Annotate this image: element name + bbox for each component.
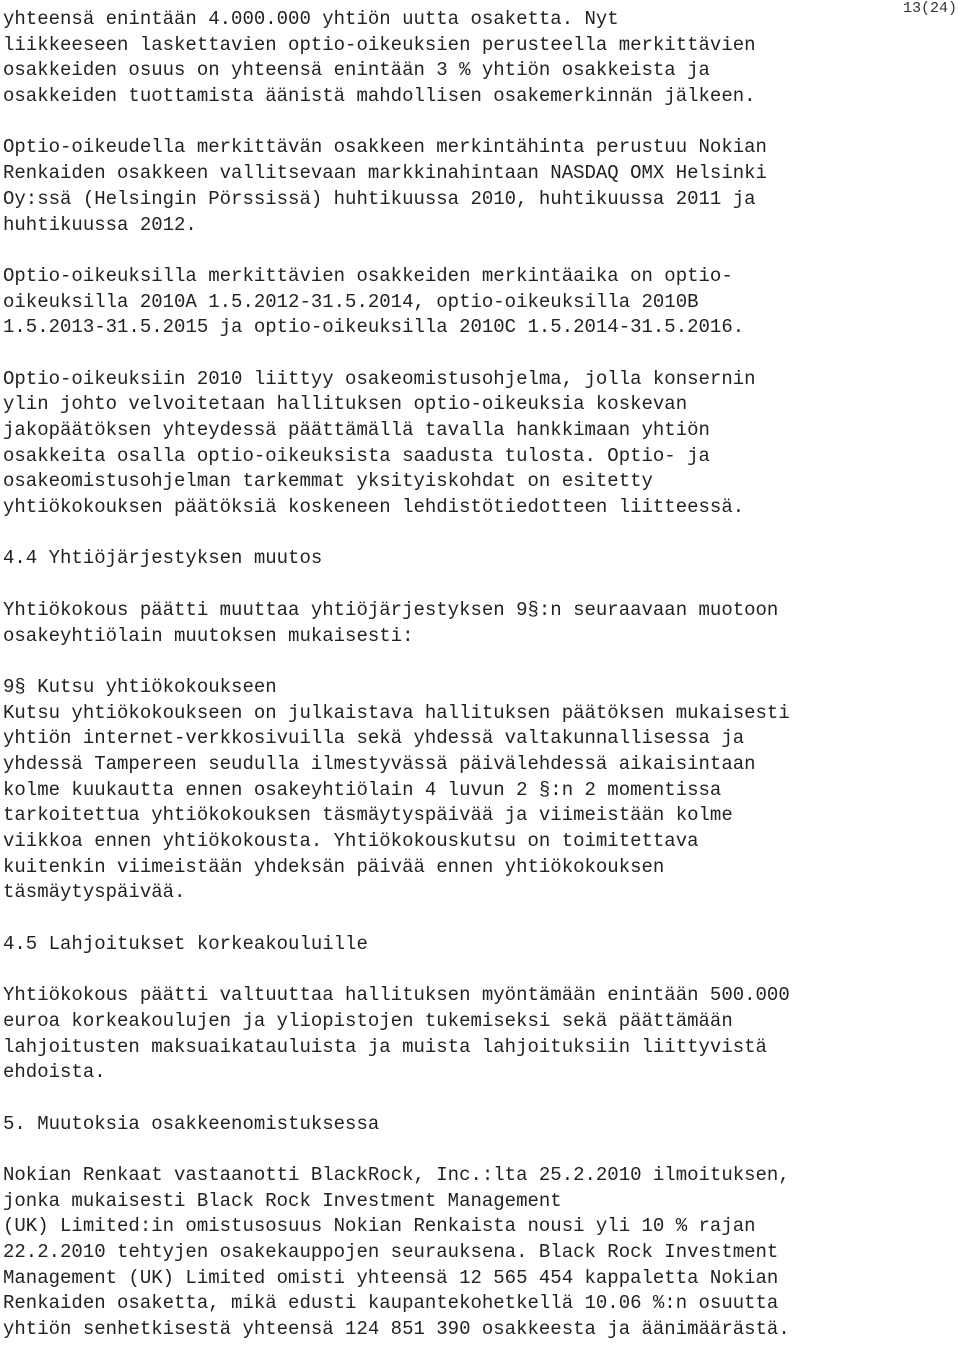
text-line: Renkaiden osaketta, mikä edusti kaupantekohetkellä 10.06 %:n osuutta xyxy=(3,1292,779,1315)
paragraph-spacer xyxy=(3,238,958,264)
paragraph-subscription-period xyxy=(3,264,958,341)
text-line: jonka mukaisesti Black Rock Investment Management xyxy=(3,1189,562,1212)
heading-text: 4.4 Yhtiöjärjestyksen muutos xyxy=(3,547,323,570)
text-line: yhtiön senhetkisestä yhteensä 124 851 390 osakkeesta ja äänimäärästä. xyxy=(3,1318,790,1341)
text-line: 22.2.2010 tehtyjen osakekauppojen seurauksena. Black Rock Investment xyxy=(3,1241,779,1263)
paragraph-share-limit xyxy=(3,7,958,110)
text-line: ylin johto velvoitetaan hallituksen optio-oikeuksia koskevan xyxy=(3,393,688,416)
text-line: osakkeiden osuus on yhteensä enintään 3 % yhtiön osakkeista ja xyxy=(3,59,710,82)
text-line: Kutsu yhtiökokoukseen on julkaistava hallituksen päätöksen mukaisesti xyxy=(3,701,790,724)
text-line: yhtiön internet-verkkosivuilla sekä yhdessä valtakunnallisessa ja xyxy=(3,727,745,750)
text-line: osakeomistusohjelman tarkemmat yksityiskohdat on esitetty xyxy=(3,470,653,493)
paragraph-spacer xyxy=(3,957,958,983)
paragraph-spacer xyxy=(3,110,958,136)
paragraph-spacer xyxy=(3,521,958,547)
text-line: 1.5.2013-31.5.2015 ja optio-oikeuksilla 2010C 1.5.2014-31.5.2016. xyxy=(3,316,745,339)
section-heading-4-5 xyxy=(3,932,958,958)
text-line: Renkaiden osakkeen vallitsevaan markkinahintaan NASDAQ OMX Helsinki xyxy=(3,162,767,185)
paragraph-spacer xyxy=(3,906,958,932)
text-line: yhdessä Tampereen seudulla ilmestyvässä päivälehdessä aikaisintaan xyxy=(3,752,756,775)
text-line: osakkeita osalla optio-oikeuksista saadusta tulosta. Optio- ja xyxy=(3,444,710,467)
text-line: osakkeiden tuottamista äänistä mahdollisen osakemerkinnän jälkeen. xyxy=(3,85,756,108)
text-line: yhtiökokouksen päätöksiä koskeneen lehdistötiedotteen liitteessä. xyxy=(3,496,745,519)
text-line: jakopäätöksen yhteydessä päättämällä tavalla hankkimaan yhtiön xyxy=(3,419,710,441)
text-line: kuitenkin viimeistään yhdeksän päivää ennen yhtiökokouksen xyxy=(3,855,665,878)
paragraph-articles-amendment xyxy=(3,598,958,649)
text-line: kolme kuukautta ennen osakeyhtiölain 4 luvun 2 §:n 2 momentissa xyxy=(3,778,722,801)
paragraph-spacer xyxy=(3,1086,958,1112)
paragraph-share-ownership-plan xyxy=(3,367,958,521)
text-line: oikeuksilla 2010A 1.5.2012-31.5.2014, optio-oikeuksilla 2010B xyxy=(3,290,699,313)
section-heading-4-4 xyxy=(3,546,958,572)
text-line: Oy:ssä (Helsingin Pörssissä) huhtikuussa 2010, huhtikuussa 2011 ja xyxy=(3,187,756,210)
paragraph-spacer xyxy=(3,341,958,367)
paragraph-spacer xyxy=(3,649,958,675)
text-line: Nokian Renkaat vastaanotti BlackRock, Inc.:lta 25.2.2010 ilmoituksen, xyxy=(3,1163,790,1186)
text-line: Optio-oikeuksiin 2010 liittyy osakeomistusohjelma, jolla konsernin xyxy=(3,367,756,390)
text-line: Management (UK) Limited omisti yhteensä 12 565 454 kappaletta Nokian xyxy=(3,1266,779,1289)
paragraph-blackrock-notice xyxy=(3,1163,958,1343)
text-line: ehdoista. xyxy=(3,1061,106,1084)
page-number: 13(24) xyxy=(902,0,957,17)
text-line: liikkeeseen laskettavien optio-oikeuksien perusteella merkittävien xyxy=(3,33,756,56)
text-line: Yhtiökokous päätti muuttaa yhtiöjärjestyksen 9§:n seuraavaan muotoon xyxy=(3,598,779,621)
paragraph-subscription-price xyxy=(3,135,958,238)
text-line: 9§ Kutsu yhtiökokoukseen xyxy=(3,675,277,698)
paragraph-spacer xyxy=(3,572,958,598)
text-line: Optio-oikeudella merkittävän osakkeen merkintähinta perustuu Nokian xyxy=(3,136,767,159)
paragraph-donations xyxy=(3,983,958,1086)
heading-text: 4.5 Lahjoitukset korkeakouluille xyxy=(3,932,368,955)
text-line: (UK) Limited:in omistusosuus Nokian Renkaista nousi yli 10 % rajan xyxy=(3,1215,756,1238)
text-line: Yhtiökokous päätti valtuuttaa hallituksen myöntämään enintään 500.000 xyxy=(3,984,790,1007)
text-line: huhtikuussa 2012. xyxy=(3,213,197,236)
document-body xyxy=(3,7,958,1343)
text-line: tarkoitettua yhtiökokouksen täsmäytyspäivää ja viimeistään kolme xyxy=(3,804,733,827)
section-heading-5 xyxy=(3,1112,958,1138)
paragraph-spacer xyxy=(3,1137,958,1163)
text-line: täsmäytyspäivää. xyxy=(3,881,186,904)
text-line: euroa korkeakoulujen ja yliopistojen tukemiseksi sekä päättämään xyxy=(3,1009,733,1032)
text-line: osakeyhtiölain muutoksen mukaisesti: xyxy=(3,624,414,647)
paragraph-article-9 xyxy=(3,675,958,906)
heading-text: 5. Muutoksia osakkeenomistuksessa xyxy=(3,1112,380,1135)
text-line: viikkoa ennen yhtiökokousta. Yhtiökokouskutsu on toimitettava xyxy=(3,830,699,852)
text-line: lahjoitusten maksuaikatauluista ja muista lahjoituksiin liittyvistä xyxy=(3,1035,767,1058)
text-line: Optio-oikeuksilla merkittävien osakkeiden merkintäaika on optio- xyxy=(3,264,733,287)
text-line: yhteensä enintään 4.000.000 yhtiön uutta osaketta. Nyt xyxy=(3,8,619,30)
